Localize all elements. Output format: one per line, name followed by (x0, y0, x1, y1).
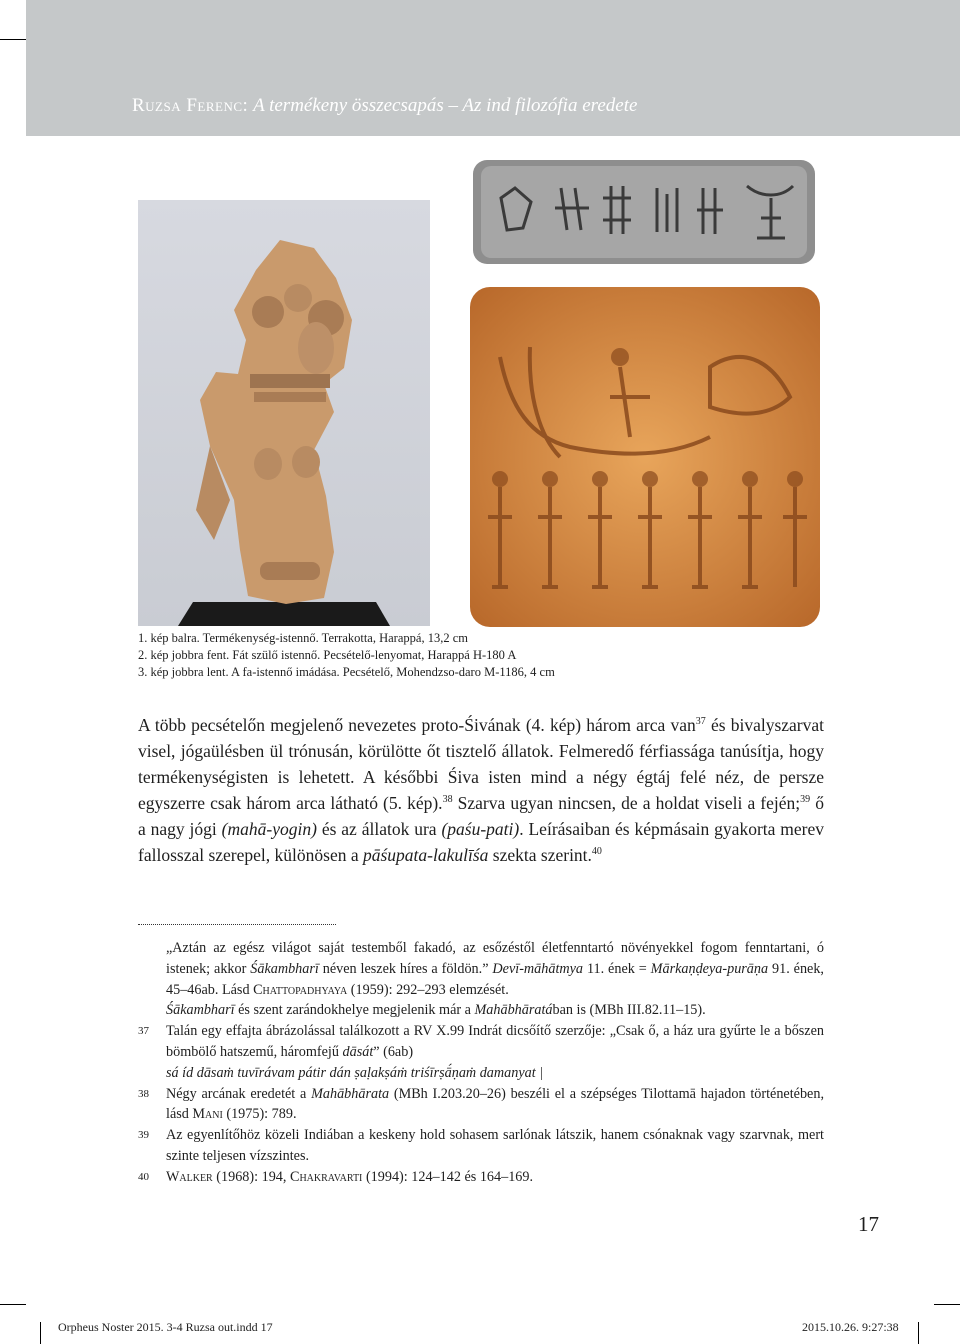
footnote-ref: 38 (442, 794, 453, 805)
caption-1: 1. kép balra. Termékenység-istennő. Terrakotta, Harappá, 13,2 cm (138, 631, 468, 645)
figure-captions (138, 630, 555, 681)
crop-mark (0, 39, 26, 40)
body-paragraph (138, 712, 824, 868)
body-text: Szarva ugyan nincsen, de a holdat viseli a fején; (452, 793, 801, 813)
note-text: ” (6ab) (373, 1043, 414, 1060)
note-text: „Aztán az egész világot saját testemből fakadó, az esőzéstől életfenntartó növényekkel fogom fenntartani, ó istenek; akkor (166, 940, 824, 977)
body-text: és az állatok ura (316, 819, 442, 839)
header-author: Ruzsa Ferenc: (132, 95, 249, 116)
running-header (132, 95, 637, 117)
footnote-number: 39 (138, 1129, 149, 1142)
note-text: 91. ének, 45–46ab. Lásd (166, 960, 824, 998)
crop-mark (0, 1304, 26, 1305)
note-text: néven leszek híres a földön.” (318, 960, 493, 977)
note-text: (1994): 124–142 és 164–169. (362, 1168, 534, 1185)
note-text: (1959): 292–293 elemzését. (347, 981, 509, 998)
body-text: A több pecsételőn megjelenő nevezetes proto-Śivának (4. kép) három arca van (138, 715, 696, 735)
note-term: Mārkaṇḍeya-purāṇa (650, 960, 769, 977)
crop-mark (918, 1322, 919, 1344)
footnote-ref: 40 (591, 846, 602, 857)
footnote-39 (138, 1125, 824, 1167)
note-text: 11. ének = (583, 960, 651, 977)
note-term: Devī-māhātmya (492, 960, 584, 977)
note-author: Chattopadhyaya (253, 981, 348, 998)
footnote-ref: 39 (800, 794, 811, 805)
slug-date: 2015.10.26. 9:27:38 (802, 1320, 899, 1334)
note-text: és szent zarándokhelye megjelenik már a (234, 1002, 475, 1019)
note-author: Walker (166, 1168, 213, 1185)
caption-2: 2. kép jobbra fent. Fát szülő istennő. Pecsételő-lenyomat, Harappá H-180 A (138, 648, 517, 662)
crop-mark (40, 1322, 41, 1344)
note-text: (1975): 789. (222, 1106, 297, 1123)
note-text: ban is (MBh III.82.11–15). (552, 1002, 706, 1019)
footnote-37 (138, 1021, 824, 1083)
body-text: ő a nagy jógi (138, 793, 824, 839)
note-term: Śākambharī (250, 960, 319, 977)
note-term: dāsát (342, 1043, 374, 1060)
footnote-separator (138, 924, 336, 925)
note-verse: sá íd dāsaṁ tuvīrávam pátir dán ṣaḷakṣáṁ triśīrṣā́ṇaṁ damanyat | (166, 1064, 544, 1081)
note-term: Mahābhārata (311, 1085, 390, 1102)
term: (mahā-yogin) (221, 819, 317, 839)
note-term: Mahābhāratá (474, 1002, 553, 1019)
footnote-40 (138, 1167, 824, 1188)
figure-seal-worship (470, 287, 820, 627)
term: (paśu-pati) (441, 819, 520, 839)
crop-mark (934, 1304, 960, 1305)
footnote-38 (138, 1084, 824, 1126)
footnote-number: 37 (138, 1025, 149, 1038)
footnote-continued (138, 938, 824, 1021)
note-text: Négy arcának eredetét a (166, 1085, 312, 1102)
body-text: és bivalyszarvat visel, jógaülésben ül trónusán, körülötte őt tisztelő állatok. Felmeredő férfiassága tanúsítja, hogy termékenységisten is lehetett. A későbbi Śiva isten mind a négy égtáj felé néz, de persze egyszerre csak három arca látható (5. kép). (138, 715, 825, 813)
header-title: A termékeny összecsapás – Az ind filozófia eredete (253, 95, 638, 116)
note-text: (1968): 194, (212, 1168, 290, 1185)
body-text: szekta szerint. (488, 845, 592, 865)
slug-filename: Orpheus Noster 2015. 3-4 Ruzsa out.indd 17 (58, 1320, 273, 1334)
figure-terracotta-goddess (138, 200, 430, 626)
note-author: Mani (192, 1106, 223, 1123)
caption-3: 3. kép jobbra lent. A fa-istennő imádása. Pecsételő, Mohendzso-daro M-1186, 4 cm (138, 665, 555, 679)
note-term: Śākambharī (166, 1002, 235, 1019)
figure-seal-impression (471, 158, 817, 266)
note-text: (MBh I.203.20–26) beszéli el a szépséges Tilottamā hajadon történetében, lásd (166, 1085, 824, 1123)
page-number: 17 (858, 1212, 879, 1236)
term: pāśupata-lakulīśa (363, 845, 489, 865)
note-text: Talán egy effajta ábrázolással találkozott a RV X.99 Indrát dicsőítő szerzője: „Csak ő, a ház ura gyűrte le a bőszen bömbölő hatszemű, háromfejű (166, 1023, 824, 1060)
footnotes (138, 938, 824, 1188)
footnote-number: 38 (138, 1087, 149, 1100)
note-author: Chakravarti (289, 1168, 363, 1185)
body-text: . Leírásaiban és képmásain gyakorta merev fallosszal szerepel, különösen a (138, 819, 825, 865)
note-text: Az egyenlítőhöz közeli Indiában a keskeny hold sohasem sarlónak látszik, hanem csónaknak vagy szarvnak, mert szinte teljesen vízszintes. (166, 1127, 824, 1164)
footnote-number: 40 (138, 1170, 149, 1183)
footnote-ref: 37 (695, 716, 706, 727)
